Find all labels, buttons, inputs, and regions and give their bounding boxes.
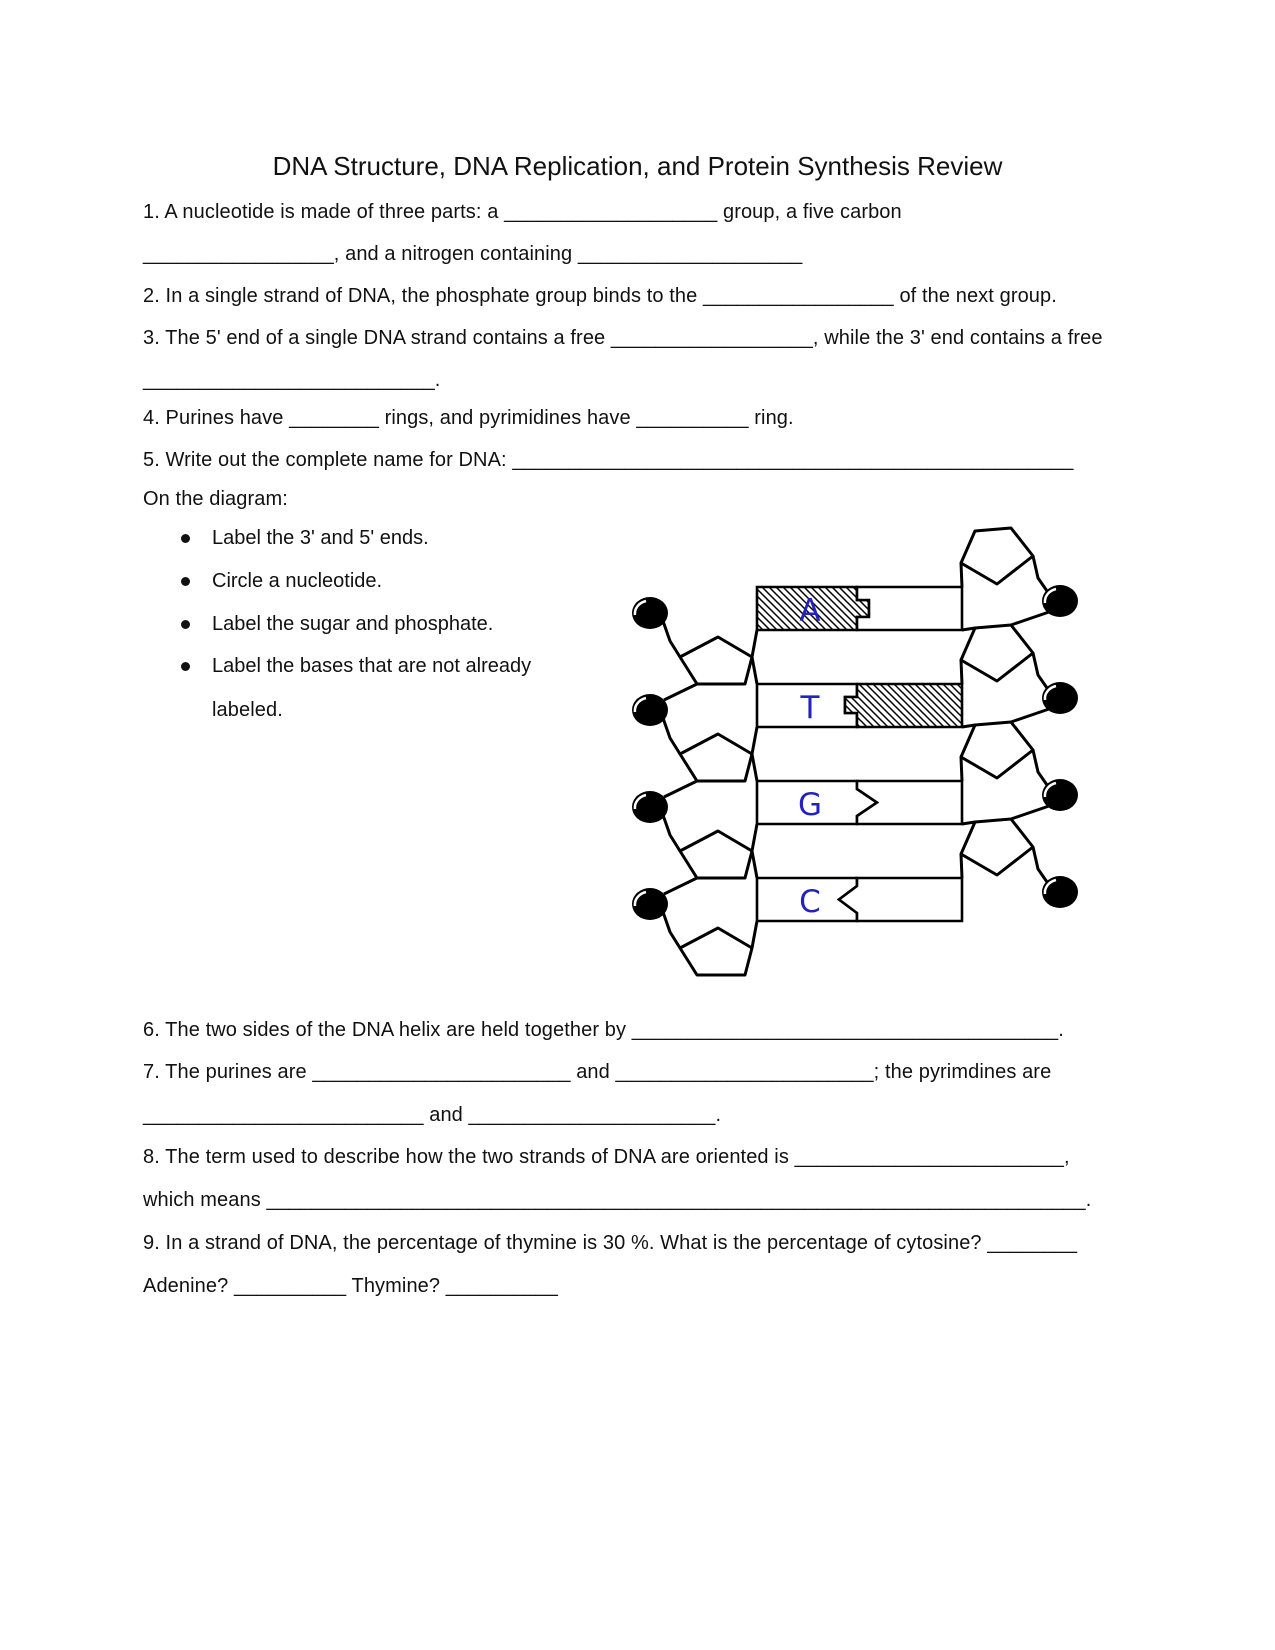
question-5: 5. Write out the complete name for DNA: __________________________________________________ — [143, 449, 1074, 471]
diagram-task-1-label: Label the 3' and 5' ends. — [212, 527, 429, 549]
phosphate-circle — [632, 791, 668, 823]
bullet-icon — [181, 662, 190, 671]
diagram-task-4-label: Label the bases that are not already — [212, 655, 532, 677]
bullet-icon — [181, 577, 190, 586]
phosphate-circle — [632, 597, 668, 629]
question-9-line-2: Adenine? __________ Thymine? __________ — [143, 1275, 559, 1297]
question-3-line-2: __________________________. — [143, 369, 441, 391]
question-8-line-1: 8. The term used to describe how the two strands of DNA are oriented is ________________________, — [143, 1146, 1070, 1168]
page-title: DNA Structure, DNA Replication, and Protein Synthesis Review — [272, 151, 1003, 181]
bullet-icon — [181, 534, 190, 543]
question-8-line-2: which means _________________________________________________________________________. — [143, 1189, 1092, 1211]
dna-ladder-diagram — [620, 515, 1090, 985]
question-1-line-1: 1. A nucleotide is made of three parts: a ___________________ group, a five carbon — [143, 201, 902, 223]
diagram-task-2 — [181, 570, 382, 593]
phosphate-circle — [1042, 876, 1078, 908]
base-label-c: C — [799, 884, 821, 920]
diagram-task-4-continued: labeled. — [212, 699, 283, 721]
sugar-pentagon — [961, 528, 1033, 584]
base-bar-pair-of-adenine — [857, 587, 962, 630]
question-1-line-2: _________________, and a nitrogen containing ____________________ — [143, 243, 803, 265]
diagram-task-3 — [181, 613, 493, 636]
bullet-icon — [181, 620, 190, 629]
base-label-a: A — [799, 593, 821, 629]
phosphate-circles-right — [1042, 585, 1078, 908]
question-3-line-1: 3. The 5' end of a single DNA strand contains a free __________________, while the 3' end contains a free — [143, 327, 1103, 349]
diagram-task-4 — [181, 655, 531, 678]
phosphate-circles-left — [632, 597, 668, 920]
question-6: 6. The two sides of the DNA helix are held together by ______________________________________. — [143, 1019, 1064, 1041]
sugar-pentagon — [961, 625, 1033, 681]
base-bar-pair-of-thymine — [845, 684, 962, 727]
question-7-line-1: 7. The purines are _______________________ and _______________________; the pyrimdines are — [143, 1061, 1052, 1083]
diagram-task-3-label: Label the sugar and phosphate. — [212, 613, 494, 635]
phosphate-circle — [1042, 682, 1078, 714]
phosphate-circle — [1042, 779, 1078, 811]
sugar-pentagon — [680, 831, 752, 878]
question-2: 2. In a single strand of DNA, the phosphate group binds to the _________________ of the next group. — [143, 285, 1057, 307]
phosphate-circle — [632, 888, 668, 920]
sugar-pentagon — [680, 637, 752, 684]
base-bar-pair-of-cytosine — [839, 878, 962, 921]
phosphate-circle — [1042, 585, 1078, 617]
base-label-t: T — [800, 690, 820, 726]
sugar-pentagon — [961, 722, 1033, 778]
diagram-task-1 — [181, 527, 429, 550]
sugar-pentagon — [961, 819, 1033, 875]
on-the-diagram-label: On the diagram: — [143, 488, 288, 510]
base-label-g: G — [797, 787, 823, 823]
diagram-task-2-label: Circle a nucleotide. — [212, 570, 383, 592]
phosphate-circle — [632, 694, 668, 726]
sugar-pentagon — [680, 928, 752, 975]
question-9-line-1: 9. In a strand of DNA, the percentage of thymine is 30 %. What is the percentage of cytosine? ________ — [143, 1232, 1078, 1254]
question-4: 4. Purines have ________ rings, and pyrimidines have __________ ring. — [143, 407, 794, 429]
sugar-pentagon — [680, 734, 752, 781]
question-7-line-2: _________________________ and ______________________. — [143, 1104, 722, 1126]
